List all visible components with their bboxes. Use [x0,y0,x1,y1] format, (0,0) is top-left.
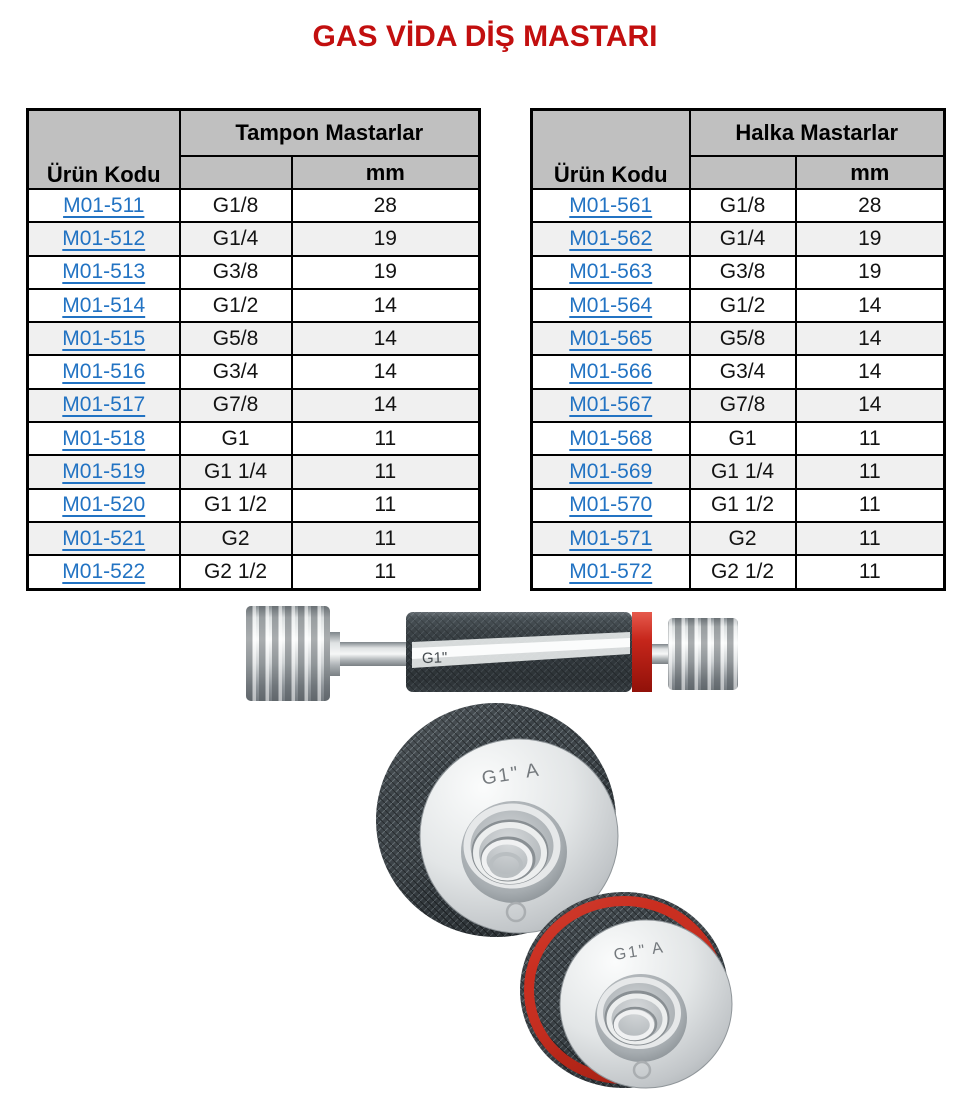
mm-cell: 19 [796,256,945,289]
table-row [532,555,945,589]
table-row [28,355,480,388]
column-header-size-empty [690,156,796,189]
thread-size-cell: G1/2 [180,289,292,322]
thread-size-cell: G3/4 [690,355,796,388]
product-code-cell [532,222,690,255]
product-code-link[interactable]: M01-568 [569,426,653,450]
thread-size-cell: G1 1/2 [180,489,292,522]
thread-size-cell: G1/4 [690,222,796,255]
thread-size-cell: G3/8 [690,256,796,289]
column-header-urun-kodu: Ürün Kodu [28,110,180,190]
page-title: GAS VİDA DİŞ MASTARI [312,20,658,53]
mm-cell: 11 [796,422,945,455]
table-row [532,455,945,488]
product-code-link[interactable]: M01-570 [569,493,653,517]
thread-size-cell: G1 1/4 [690,455,796,488]
thread-size-cell: G1/8 [690,189,796,222]
product-code-link[interactable]: M01-512 [62,226,146,250]
table-row [532,522,945,555]
product-code-link[interactable]: M01-519 [62,460,146,484]
tampon-mastarlar-table [26,108,481,591]
product-code-link[interactable]: M01-518 [62,426,146,450]
thread-size-cell: G5/8 [690,322,796,355]
mm-cell: 11 [796,455,945,488]
mm-cell: 11 [292,555,480,589]
product-code-cell [532,555,690,589]
thread-ring-gauge-nogo-image [520,892,732,1088]
table-row [532,289,945,322]
mm-cell: 14 [292,322,480,355]
mm-cell: 11 [292,522,480,555]
product-code-cell [532,289,690,322]
thread-size-cell: G1/8 [180,189,292,222]
thread-size-cell: G1/4 [180,222,292,255]
mm-cell: 11 [796,489,945,522]
mm-cell: 14 [292,289,480,322]
product-code-cell [532,322,690,355]
thread-size-cell: G7/8 [690,389,796,422]
mm-cell: 11 [292,422,480,455]
product-code-cell [28,455,180,488]
product-code-link[interactable]: M01-521 [62,526,146,550]
thread-size-cell: G2 [690,522,796,555]
product-code-link[interactable]: M01-513 [62,260,146,284]
thread-size-cell: G7/8 [180,389,292,422]
product-code-link[interactable]: M01-522 [62,559,146,583]
thread-size-cell: G2 1/2 [180,555,292,589]
table-row [532,389,945,422]
table-header-row [28,110,480,157]
product-code-cell [28,522,180,555]
table-row [532,355,945,388]
table-row [532,256,945,289]
halka-mastarlar-table [530,108,946,591]
table-row [28,222,480,255]
mm-cell: 11 [796,555,945,589]
plug-gauge-red-band [632,612,652,692]
column-header-urun-kodu: Ürün Kodu [532,110,690,190]
column-header-mm: mm [292,156,480,189]
thread-size-cell: G5/8 [180,322,292,355]
product-code-link[interactable]: M01-514 [62,293,146,317]
product-code-cell [28,222,180,255]
thread-plug-gauge-image [246,606,738,701]
mm-cell: 28 [796,189,945,222]
product-code-link[interactable]: M01-571 [569,526,653,550]
thread-size-cell: G1 1/4 [180,455,292,488]
mm-cell: 19 [292,256,480,289]
product-code-cell [532,389,690,422]
thread-size-cell: G2 [180,522,292,555]
table-row [28,555,480,589]
product-figures [0,600,970,1100]
product-code-link[interactable]: M01-563 [569,260,653,284]
mm-cell: 19 [292,222,480,255]
mm-cell: 11 [796,522,945,555]
product-code-cell [28,189,180,222]
table-row [28,256,480,289]
ring-gauge-nogo-marking-text: G1" A [612,939,666,964]
product-code-link[interactable]: M01-567 [569,393,653,417]
product-code-cell [28,555,180,589]
table-row [28,389,480,422]
ring-gauge-go-marking-text: G1" A [480,759,542,790]
mm-cell: 14 [292,355,480,388]
table-row [28,455,480,488]
table-row [28,189,480,222]
mm-cell: 14 [796,289,945,322]
thread-size-cell: G3/8 [180,256,292,289]
product-code-link[interactable]: M01-569 [569,460,653,484]
mm-cell: 14 [796,322,945,355]
table-row [532,222,945,255]
product-code-link[interactable]: M01-561 [569,193,653,217]
product-code-link[interactable]: M01-517 [62,393,146,417]
table-row [28,322,480,355]
thread-size-cell: G1 1/2 [690,489,796,522]
thread-size-cell: G1 [180,422,292,455]
mm-cell: 14 [796,389,945,422]
group-header-tampon-mastarlar: Tampon Mastarlar [180,110,480,157]
product-code-cell [28,256,180,289]
product-code-link[interactable]: M01-520 [62,493,146,517]
column-header-mm: mm [796,156,945,189]
mm-cell: 11 [292,455,480,488]
thread-size-cell: G3/4 [180,355,292,388]
mm-cell: 14 [796,355,945,388]
column-header-size-empty [180,156,292,189]
product-code-link[interactable]: M01-572 [569,559,653,583]
table-row [28,489,480,522]
table-row [532,422,945,455]
product-code-cell [532,455,690,488]
product-code-link[interactable]: M01-511 [63,193,145,217]
product-code-link[interactable]: M01-562 [569,226,653,250]
product-code-cell [28,422,180,455]
mm-cell: 28 [292,189,480,222]
product-code-cell [532,256,690,289]
thread-size-cell: G2 1/2 [690,555,796,589]
mm-cell: 11 [292,489,480,522]
product-code-cell [28,389,180,422]
table-row [532,489,945,522]
mm-cell: 19 [796,222,945,255]
table-row [28,422,480,455]
table-row [532,189,945,222]
product-code-link[interactable]: M01-565 [569,326,653,350]
table-row [28,522,480,555]
table-header-row [532,110,945,157]
product-code-cell [532,422,690,455]
group-header-halka-mastarlar: Halka Mastarlar [690,110,945,157]
product-code-cell [532,522,690,555]
product-code-link[interactable]: M01-515 [62,326,146,350]
product-code-cell [28,322,180,355]
product-code-cell [532,489,690,522]
product-code-link[interactable]: M01-564 [569,293,653,317]
thread-size-cell: G1/2 [690,289,796,322]
table-row [28,289,480,322]
product-code-cell [28,289,180,322]
product-code-link[interactable]: M01-566 [569,360,653,384]
product-code-cell [28,489,180,522]
product-code-link[interactable]: M01-516 [62,360,146,384]
product-code-cell [532,189,690,222]
product-code-cell [28,355,180,388]
product-code-cell [532,355,690,388]
table-row [532,322,945,355]
plug-gauge-marking-text: G1" [421,649,448,668]
thread-size-cell: G1 [690,422,796,455]
mm-cell: 14 [292,389,480,422]
